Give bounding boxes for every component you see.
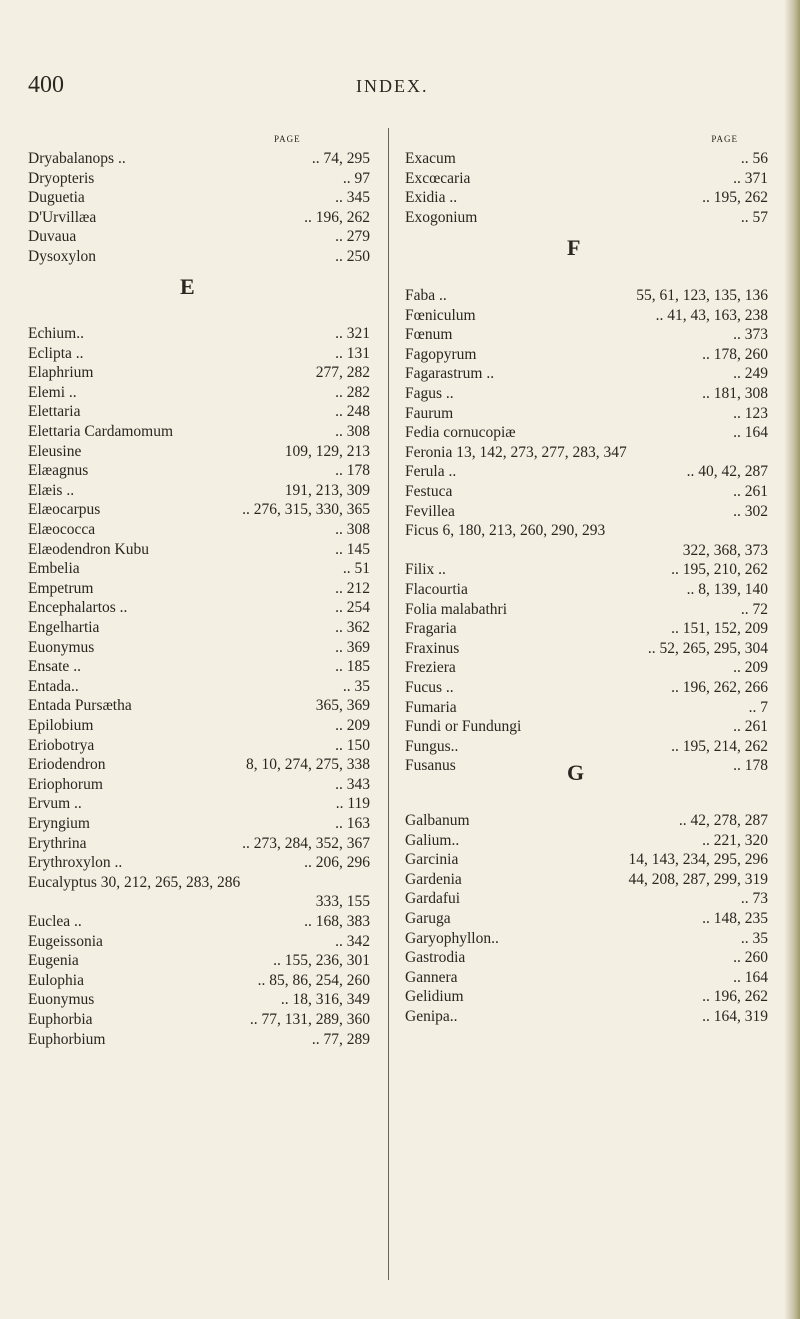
index-term: Dysoxylon bbox=[28, 248, 97, 265]
index-pages: .. 282 bbox=[335, 383, 370, 401]
index-entry bbox=[28, 188, 370, 207]
index-pages: .. 42, 278, 287 bbox=[678, 812, 768, 829]
index-pages: 322, 368, 373 bbox=[682, 541, 768, 559]
index-pages: 44, 208, 287, 299, 319 bbox=[628, 870, 768, 888]
index-pages: .. 97 bbox=[342, 169, 370, 187]
index-entry bbox=[405, 364, 768, 383]
index-term: Freziera bbox=[405, 659, 456, 677]
index-term: Faurum bbox=[405, 404, 454, 422]
index-term: Fusanus bbox=[405, 757, 456, 775]
index-term: Euphorbia bbox=[28, 1011, 93, 1028]
index-entry bbox=[28, 442, 370, 461]
index-pages: .. 41, 43, 163, 238 bbox=[655, 306, 768, 324]
index-term: Encephalartos .. bbox=[28, 599, 128, 617]
index-entry bbox=[405, 443, 768, 462]
index-pages: .. 345 bbox=[335, 189, 370, 207]
index-term: Elæagnus bbox=[28, 462, 89, 480]
index-pages: .. 195, 214, 262 bbox=[671, 737, 768, 755]
index-pages: .. 261 bbox=[733, 483, 768, 500]
index-entry bbox=[405, 948, 768, 967]
index-term: Eucalyptus 30, 212, 265, 283, 286 bbox=[28, 873, 241, 891]
index-term: Galium.. bbox=[405, 831, 460, 849]
index-term: Duvaua bbox=[28, 228, 77, 246]
index-entry bbox=[28, 324, 370, 343]
index-entry bbox=[28, 247, 370, 266]
index-pages: .. 40, 42, 287 bbox=[686, 463, 768, 481]
index-entry bbox=[28, 1030, 370, 1049]
index-term: Eulophia bbox=[28, 971, 84, 989]
index-term: Eugeissonia bbox=[28, 932, 103, 950]
index-term: Engelhartia bbox=[28, 619, 100, 636]
index-entry bbox=[405, 756, 768, 775]
index-entry bbox=[405, 1007, 768, 1026]
index-entry bbox=[28, 618, 370, 637]
index-pages: .. 209 bbox=[335, 717, 370, 734]
index-entry bbox=[405, 850, 768, 869]
index-term: Exacum bbox=[405, 150, 456, 167]
index-term: Entada.. bbox=[28, 677, 79, 695]
index-entry bbox=[405, 188, 768, 207]
index-entry bbox=[28, 208, 370, 227]
index-entry bbox=[28, 461, 370, 480]
index-term: Eriobotrya bbox=[28, 736, 95, 754]
index-term: Fundi or Fundungi bbox=[405, 718, 522, 736]
index-term: Flacourtia bbox=[405, 581, 468, 598]
index-entry bbox=[405, 521, 768, 540]
index-term: Duguetia bbox=[28, 189, 85, 207]
index-pages: .. 168, 383 bbox=[304, 913, 370, 930]
index-term: Fumaria bbox=[405, 698, 457, 716]
index-term: Euonymus bbox=[28, 991, 95, 1009]
index-pages: .. 77, 131, 289, 360 bbox=[249, 1011, 370, 1028]
index-entry bbox=[28, 598, 370, 617]
index-entry bbox=[405, 658, 768, 677]
index-pages: .. 371 bbox=[733, 169, 768, 187]
index-pages: .. 164, 319 bbox=[702, 1008, 768, 1025]
index-entry bbox=[28, 990, 370, 1009]
index-entry bbox=[28, 951, 370, 970]
index-pages: 14, 143, 234, 295, 296 bbox=[628, 851, 768, 869]
index-pages: .. 254 bbox=[335, 599, 370, 617]
index-pages: .. 196, 262 bbox=[304, 208, 370, 226]
index-term: Ervum .. bbox=[28, 795, 82, 813]
index-pages: .. 35 bbox=[740, 929, 768, 947]
index-pages: .. 248 bbox=[335, 403, 370, 421]
index-pages: .. 343 bbox=[335, 775, 370, 793]
index-entry bbox=[28, 716, 370, 735]
section-letter-g: G bbox=[567, 760, 585, 785]
page-column-header: PAGE bbox=[711, 134, 738, 144]
index-pages: .. 35 bbox=[342, 677, 370, 695]
index-term: Fagus .. bbox=[405, 385, 454, 402]
index-entry bbox=[405, 306, 768, 325]
index-pages: .. 73 bbox=[740, 890, 768, 908]
index-term: Fœnum bbox=[405, 326, 453, 344]
index-term: Eryngium bbox=[28, 815, 90, 832]
index-term: Gardenia bbox=[405, 870, 462, 888]
index-term: Eriophorum bbox=[28, 775, 103, 793]
index-pages: .. 209 bbox=[733, 659, 768, 677]
index-term: Empetrum bbox=[28, 579, 94, 597]
page-column-header: PAGE bbox=[274, 134, 301, 144]
index-entry bbox=[28, 540, 370, 559]
index-entry bbox=[28, 912, 370, 931]
index-entry bbox=[28, 814, 370, 833]
index-term: Festuca bbox=[405, 483, 453, 500]
index-pages: .. 77, 289 bbox=[311, 1030, 370, 1048]
page-edge-shadow bbox=[784, 0, 800, 1319]
index-term: Feronia 13, 142, 273, 277, 283, 347 bbox=[405, 443, 627, 461]
index-pages: .. 119 bbox=[335, 795, 370, 813]
column-divider bbox=[388, 128, 389, 1280]
index-pages: .. 145 bbox=[335, 540, 370, 558]
index-entry bbox=[28, 853, 370, 872]
index-entry bbox=[405, 698, 768, 717]
index-entry bbox=[405, 831, 768, 850]
index-entry bbox=[405, 345, 768, 364]
index-pages: .. 123 bbox=[733, 404, 768, 422]
index-term: Fraxinus bbox=[405, 639, 460, 657]
index-pages: .. 181, 308 bbox=[702, 385, 768, 402]
index-pages: .. 260 bbox=[733, 949, 768, 967]
index-pages: .. 155, 236, 301 bbox=[273, 952, 370, 970]
index-term: D'Urvillæa bbox=[28, 208, 97, 226]
index-entry bbox=[28, 363, 370, 382]
index-term: Elæococca bbox=[28, 521, 96, 538]
index-term: Elæis .. bbox=[28, 481, 75, 499]
index-pages: .. 196, 262, 266 bbox=[671, 679, 768, 696]
running-head: INDEX. bbox=[356, 76, 429, 96]
index-entry bbox=[28, 520, 370, 539]
index-entry bbox=[28, 481, 370, 500]
index-term: Ferula .. bbox=[405, 463, 457, 481]
index-pages: .. 151, 152, 209 bbox=[671, 620, 768, 638]
index-entry bbox=[28, 677, 370, 696]
index-pages: 55, 61, 123, 135, 136 bbox=[636, 287, 768, 304]
index-term: Euphorbium bbox=[28, 1030, 106, 1048]
index-term: Ensate .. bbox=[28, 658, 81, 676]
index-pages: .. 148, 235 bbox=[702, 910, 768, 927]
index-entry bbox=[28, 402, 370, 421]
index-pages: .. 308 bbox=[335, 521, 370, 538]
index-pages: .. 164 bbox=[733, 424, 768, 442]
index-entry bbox=[405, 149, 768, 168]
index-pages: .. 178 bbox=[335, 462, 370, 480]
index-entry bbox=[405, 639, 768, 658]
index-pages: 333, 155 bbox=[315, 893, 370, 911]
index-pages: 277, 282 bbox=[315, 364, 370, 382]
index-term: Erythroxylon .. bbox=[28, 854, 123, 872]
index-term: Elettaria bbox=[28, 403, 81, 421]
index-entry bbox=[28, 755, 370, 774]
index-entry bbox=[405, 717, 768, 736]
index-entry bbox=[28, 971, 370, 990]
index-entry bbox=[405, 462, 768, 481]
index-entry bbox=[405, 208, 768, 227]
index-entry bbox=[405, 404, 768, 423]
index-pages: .. 7 bbox=[748, 698, 768, 716]
index-term: Elæocarpus bbox=[28, 501, 101, 519]
index-term: Embelia bbox=[28, 560, 80, 578]
index-entry bbox=[405, 325, 768, 344]
index-pages: .. 362 bbox=[335, 619, 370, 636]
index-pages: .. 206, 296 bbox=[304, 854, 370, 872]
index-term: Eugenia bbox=[28, 952, 79, 970]
index-entry bbox=[28, 383, 370, 402]
index-term: Fragaria bbox=[405, 620, 457, 638]
index-pages: .. 195, 262 bbox=[702, 189, 768, 207]
index-entry bbox=[28, 169, 370, 188]
index-pages: .. 56 bbox=[740, 150, 768, 167]
index-term: Elaphrium bbox=[28, 364, 94, 382]
index-pages: 365, 369 bbox=[315, 697, 370, 715]
index-term: Eleusine bbox=[28, 442, 82, 460]
index-term: Echium.. bbox=[28, 325, 84, 342]
index-entry bbox=[28, 579, 370, 598]
index-entry bbox=[405, 870, 768, 889]
index-entry bbox=[405, 987, 768, 1006]
section-letter-f: F bbox=[567, 235, 581, 260]
index-term: Fagarastrum .. bbox=[405, 365, 495, 383]
index-pages: .. 178, 260 bbox=[702, 345, 768, 363]
index-pages: .. 18, 316, 349 bbox=[280, 991, 370, 1009]
index-term: Eclipta .. bbox=[28, 344, 84, 362]
index-pages: .. 196, 262 bbox=[702, 988, 768, 1006]
index-pages: .. 273, 284, 352, 367 bbox=[242, 834, 370, 852]
index-entry bbox=[405, 811, 768, 830]
index-entry bbox=[405, 889, 768, 908]
index-term: Garcinia bbox=[405, 851, 459, 869]
index-pages: .. 321 bbox=[335, 325, 370, 342]
index-pages: .. 249 bbox=[733, 365, 768, 383]
index-pages: .. 52, 265, 295, 304 bbox=[647, 639, 768, 657]
index-entry bbox=[28, 892, 370, 911]
index-term: Genipa.. bbox=[405, 1008, 458, 1025]
index-term: Elettaria Cardamomum bbox=[28, 423, 174, 440]
index-pages: .. 51 bbox=[342, 560, 370, 578]
index-entry bbox=[28, 696, 370, 715]
index-term: Dryabalanops .. bbox=[28, 150, 126, 167]
index-pages: .. 74, 295 bbox=[311, 150, 370, 167]
index-term: Exogonium bbox=[405, 208, 478, 226]
index-term: Euclea .. bbox=[28, 913, 82, 930]
index-entry bbox=[28, 794, 370, 813]
index-pages: .. 279 bbox=[335, 228, 370, 246]
index-pages: .. 163 bbox=[335, 815, 370, 832]
index-entry bbox=[28, 559, 370, 578]
index-term: Fevillea bbox=[405, 502, 455, 520]
index-entry bbox=[405, 600, 768, 619]
index-entry bbox=[28, 736, 370, 755]
index-pages: .. 8, 139, 140 bbox=[686, 581, 768, 598]
index-term: Eriodendron bbox=[28, 756, 106, 774]
index-term: Fucus .. bbox=[405, 679, 454, 696]
index-term: Garyophyllon.. bbox=[405, 929, 499, 947]
index-term: Entada Pursætha bbox=[28, 697, 132, 715]
index-entry bbox=[28, 149, 370, 168]
index-term: Gelidium bbox=[405, 988, 464, 1006]
index-entry bbox=[28, 932, 370, 951]
index-entry bbox=[405, 423, 768, 442]
index-pages: .. 150 bbox=[335, 736, 370, 754]
index-pages: .. 85, 86, 254, 260 bbox=[257, 971, 370, 989]
index-entry bbox=[405, 169, 768, 188]
index-term: Elæodendron Kubu bbox=[28, 540, 149, 558]
index-pages: .. 57 bbox=[740, 208, 768, 226]
index-entry bbox=[28, 775, 370, 794]
index-entry bbox=[405, 737, 768, 756]
index-entry bbox=[405, 619, 768, 638]
page-number: 400 bbox=[28, 72, 64, 98]
index-pages: .. 72 bbox=[740, 600, 768, 618]
index-pages: .. 261 bbox=[733, 718, 768, 736]
index-term: Folia malabathri bbox=[405, 600, 508, 618]
index-entry bbox=[405, 929, 768, 948]
index-pages: .. 250 bbox=[335, 248, 370, 265]
index-pages: .. 276, 315, 330, 365 bbox=[242, 501, 370, 519]
index-pages: .. 302 bbox=[733, 502, 768, 520]
index-entry bbox=[28, 657, 370, 676]
index-pages: .. 369 bbox=[335, 638, 370, 656]
index-term: Dryopteris bbox=[28, 169, 95, 187]
index-term: Ficus 6, 180, 213, 260, 290, 293 bbox=[405, 522, 606, 540]
index-term: Fagopyrum bbox=[405, 345, 477, 363]
index-pages: .. 221, 320 bbox=[702, 831, 768, 849]
index-entry bbox=[405, 482, 768, 501]
index-term: Excœcaria bbox=[405, 169, 471, 187]
index-pages: 109, 129, 213 bbox=[284, 442, 370, 460]
index-pages: 191, 213, 309 bbox=[284, 481, 370, 499]
index-entry bbox=[405, 384, 768, 403]
index-pages: .. 212 bbox=[335, 579, 370, 597]
index-entry bbox=[28, 227, 370, 246]
index-entry bbox=[405, 502, 768, 521]
index-term: Galbanum bbox=[405, 812, 470, 829]
index-pages: .. 195, 210, 262 bbox=[671, 561, 768, 579]
index-entry bbox=[405, 909, 768, 928]
index-entry bbox=[405, 678, 768, 697]
index-term: Fungus.. bbox=[405, 737, 459, 755]
index-entry bbox=[28, 500, 370, 519]
index-pages: .. 185 bbox=[335, 658, 370, 676]
index-pages: .. 373 bbox=[733, 326, 768, 344]
section-letter-e: E bbox=[180, 274, 195, 299]
index-term: Exidia .. bbox=[405, 189, 458, 207]
index-term: Faba .. bbox=[405, 287, 447, 304]
index-entry bbox=[28, 1010, 370, 1029]
index-entry bbox=[405, 968, 768, 987]
index-entry bbox=[405, 286, 768, 305]
index-pages: .. 178 bbox=[733, 757, 768, 775]
index-term: Erythrina bbox=[28, 834, 87, 852]
index-entry bbox=[28, 344, 370, 363]
index-term: Fedia cornucopiæ bbox=[405, 424, 516, 442]
index-entry bbox=[28, 638, 370, 657]
index-term: Elemi .. bbox=[28, 383, 77, 401]
index-pages: .. 164 bbox=[733, 968, 768, 986]
index-pages: 8, 10, 274, 275, 338 bbox=[246, 756, 370, 774]
index-term: Gardafui bbox=[405, 890, 461, 908]
index-term: Epilobium bbox=[28, 717, 94, 734]
index-term: Gannera bbox=[405, 968, 458, 986]
index-term: Filix .. bbox=[405, 561, 446, 579]
index-pages: .. 342 bbox=[335, 932, 370, 950]
index-term: Garuga bbox=[405, 910, 451, 927]
index-term: Euonymus bbox=[28, 638, 95, 656]
index-entry bbox=[405, 541, 768, 560]
index-entry bbox=[405, 560, 768, 579]
index-entry bbox=[28, 873, 370, 892]
index-pages: .. 308 bbox=[335, 423, 370, 440]
index-entry bbox=[28, 422, 370, 441]
index-entry bbox=[405, 580, 768, 599]
index-pages: .. 131 bbox=[335, 344, 370, 362]
index-entry bbox=[28, 834, 370, 853]
index-term: Fœniculum bbox=[405, 306, 476, 324]
index-term: Gastrodia bbox=[405, 949, 466, 967]
